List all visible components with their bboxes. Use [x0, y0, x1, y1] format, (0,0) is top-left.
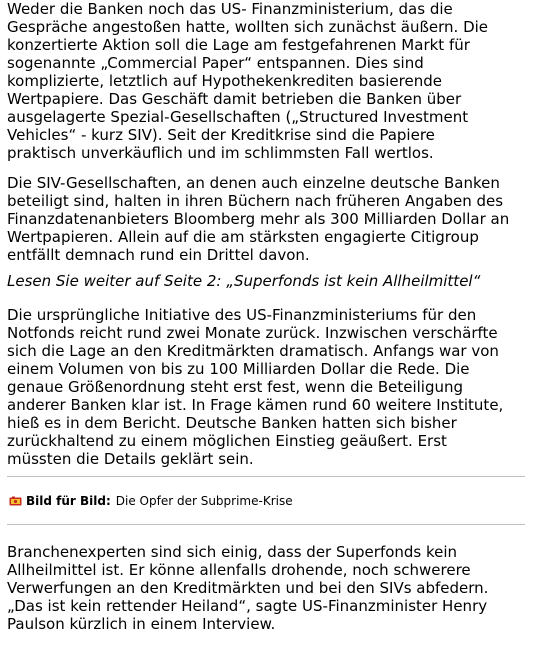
- paragraph-siv: [7, 174, 527, 264]
- text-line: Allheilmittel ist. Er könne allenfalls drohende, noch schwerere: [7, 561, 471, 579]
- text-line: konzertierte Aktion soll die Lage am festgefahrenen Markt für: [7, 36, 470, 54]
- paragraph-experts: [7, 543, 527, 633]
- text-line: anderer Banken klar ist. In Frage kämen rund 60 weitere Institute,: [7, 396, 504, 414]
- text-line: „Das ist kein rettender Heiland“, sagte US-Finanzminister Henry: [7, 597, 488, 615]
- text-line: einem Volumen von bis zu 100 Milliarden Dollar die Rede. Die: [7, 360, 470, 378]
- text-line: genaue Größenordnung steht erst fest, wenn die Beteiligung: [7, 378, 464, 396]
- divider-bottom: [7, 524, 525, 525]
- continue-reading-link[interactable]: [7, 272, 527, 290]
- gallery-label: Bild für Bild:: [26, 494, 111, 508]
- text-line: zurückhaltend zu einem möglichen Einstieg geäußert. Erst: [7, 432, 447, 450]
- gallery-link[interactable]: Die Opfer der Subprime-Krise: [115, 494, 293, 508]
- text-line: Die SIV-Gesellschaften, an denen auch einzelne deutsche Banken: [7, 174, 500, 192]
- text-line: Vehicles“ - kurz SIV). Seit der Kreditkrise sind die Papiere: [7, 126, 435, 144]
- text-line: Wertpapieren. Allein auf die am stärksten engagierte Citigroup: [7, 228, 479, 246]
- text-line: Branchenexperten sind sich einig, dass der Superfonds kein: [7, 543, 458, 561]
- text-line: Wertpapiere. Das Geschäft damit betrieben die Banken über: [7, 90, 462, 108]
- text-line: Gespräche angestoßen hatte, wollten sich zunächst äußern. Die: [7, 18, 489, 36]
- photo-gallery-teaser[interactable]: [9, 493, 293, 509]
- text-line: sogenannte „Commercial Paper“ entspannen. Dies sind: [7, 54, 424, 72]
- text-line: hieß es in dem Bericht. Deutsche Banken hatten sich bisher: [7, 414, 457, 432]
- text-line: Paulson kürzlich in einem Interview.: [7, 615, 276, 633]
- divider-top: [7, 476, 525, 477]
- text-line: müssten die Details geklärt sein.: [7, 450, 254, 468]
- text-line: Finanzdatenanbieters Bloomberg mehr als 300 Milliarden Dollar an: [7, 210, 510, 228]
- paragraph-initiative: [7, 306, 527, 468]
- text-line: sich die Lage an den Kreditmärkten dramatisch. Anfangs war von: [7, 342, 499, 360]
- text-line: Weder die Banken noch das US- Finanzministerium, das die: [7, 0, 453, 18]
- paragraph-intro: [7, 0, 527, 162]
- text-line: praktisch unverkäuflich und im schlimmsten Fall wertlos.: [7, 144, 434, 162]
- text-line: Die ursprüngliche Initiative des US-Finanzministeriums für den: [7, 306, 477, 324]
- text-line: ausgelagerte Spezial-Gesellschaften („Structured Investment: [7, 108, 469, 126]
- text-line: beteiligt sind, halten in ihren Büchern nach früheren Angaben des: [7, 192, 504, 210]
- text-line: komplizierte, letztlich auf Hypothekenkrediten basierende: [7, 72, 442, 90]
- text-line: Notfonds reicht rund zwei Monate zurück. Inzwischen verschärfte: [7, 324, 498, 342]
- text-line: entfällt demnach rund ein Drittel davon.: [7, 246, 310, 264]
- continue-reading-text: Lesen Sie weiter auf Seite 2: „Superfonds ist kein Allheilmittel“: [7, 272, 481, 290]
- photo-gallery-icon: [9, 496, 22, 506]
- text-line: Verwerfungen an den Kreditmärkten und bei den SIVs abfedern.: [7, 579, 489, 597]
